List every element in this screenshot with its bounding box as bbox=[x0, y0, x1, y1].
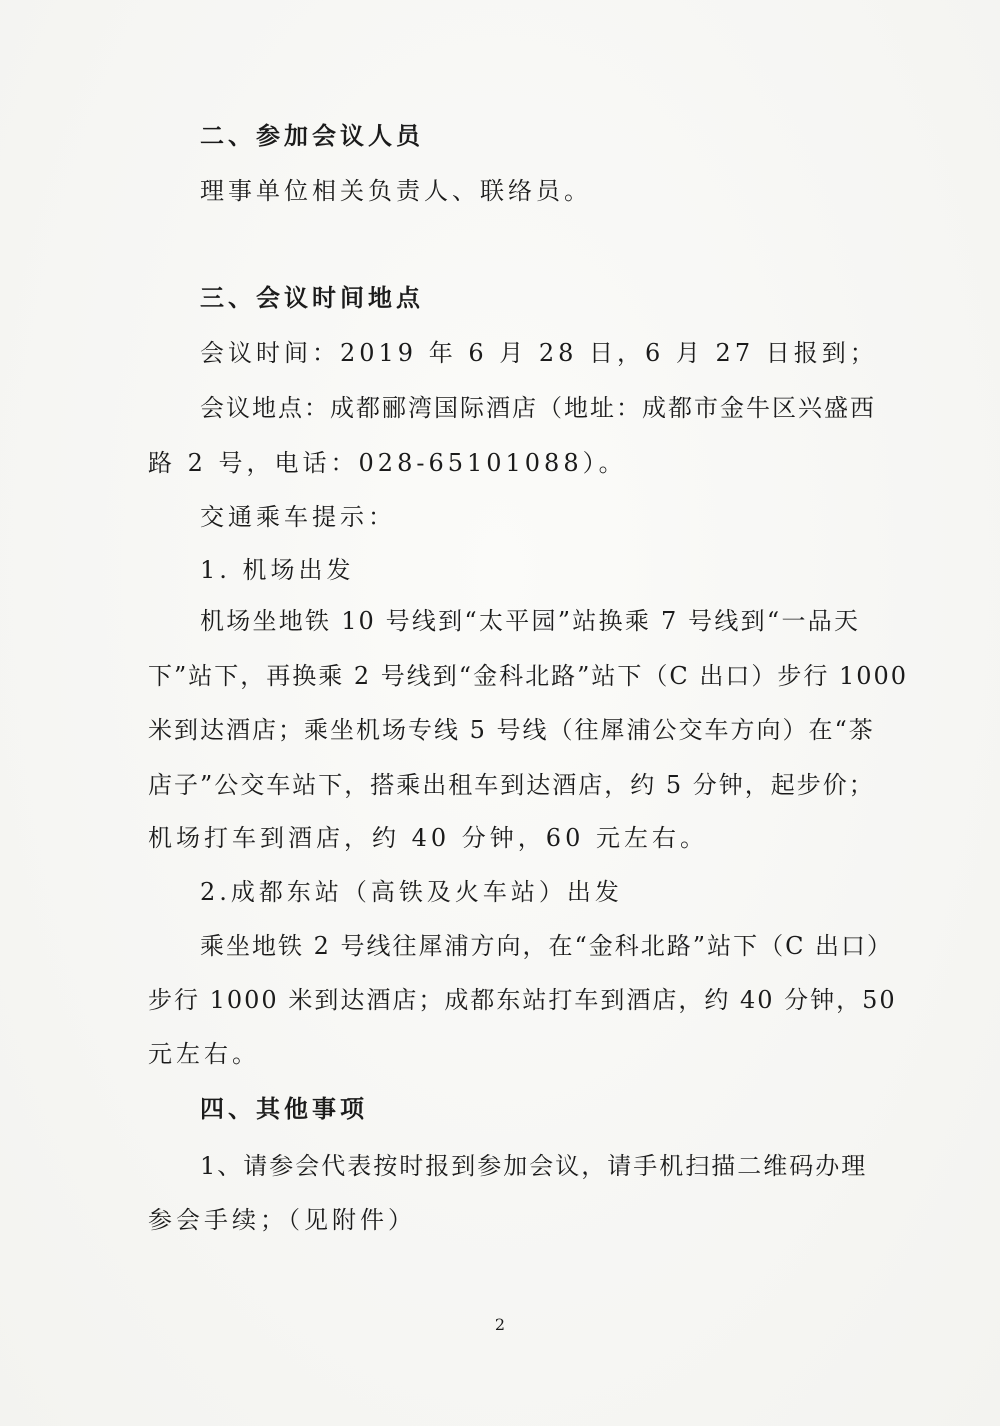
traffic-tip-label: 交通乘车提示： bbox=[200, 503, 396, 531]
section-2-heading: 二、参加会议人员 bbox=[200, 121, 424, 150]
east-station-line-3: 元左右。 bbox=[148, 1040, 260, 1068]
section-3-heading: 三、会议时间地点 bbox=[200, 283, 424, 312]
other-line-2: 参会手续；（见附件） bbox=[148, 1206, 416, 1234]
airport-line-2: 下”站下，再换乘 2 号线到“金科北路”站下（C 出口）步行 1000 bbox=[148, 662, 909, 690]
page-number: 2 bbox=[494, 1315, 506, 1334]
airport-line-1: 机场坐地铁 10 号线到“太平园”站换乘 7 号线到“一品天 bbox=[200, 607, 860, 635]
section-2-body: 理事单位相关负责人、联络员。 bbox=[200, 177, 592, 205]
airport-line-3: 米到达酒店；乘坐机场专线 5 号线（往犀浦公交车方向）在“茶 bbox=[148, 716, 875, 744]
airport-line-4: 店子”公交车站下，搭乘出租车到达酒店，约 5 分钟，起步价； bbox=[148, 771, 875, 799]
section-4-heading: 四、其他事项 bbox=[200, 1094, 368, 1123]
east-station-line-2: 步行 1000 米到达酒店；成都东站打车到酒店，约 40 分钟，50 bbox=[148, 986, 897, 1014]
meeting-place-line-1: 会议地点：成都郦湾国际酒店（地址：成都市金牛区兴盛西 bbox=[200, 394, 876, 422]
east-station-line-1: 乘坐地铁 2 号线往犀浦方向，在“金科北路”站下（C 出口） bbox=[200, 932, 894, 960]
other-line-1: 1、请参会代表按时报到参加会议，请手机扫描二维码办理 bbox=[200, 1152, 868, 1180]
meeting-place-line-2: 路 2 号，电话：028-65101088）。 bbox=[148, 449, 627, 477]
east-station-heading: 2.成都东站（高铁及火车站）出发 bbox=[200, 878, 623, 906]
airport-line-5: 机场打车到酒店，约 40 分钟，60 元左右。 bbox=[148, 824, 708, 852]
meeting-time: 会议时间：2019 年 6 月 28 日，6 月 27 日报到； bbox=[200, 339, 878, 367]
airport-heading: 1. 机场出发 bbox=[200, 556, 355, 584]
